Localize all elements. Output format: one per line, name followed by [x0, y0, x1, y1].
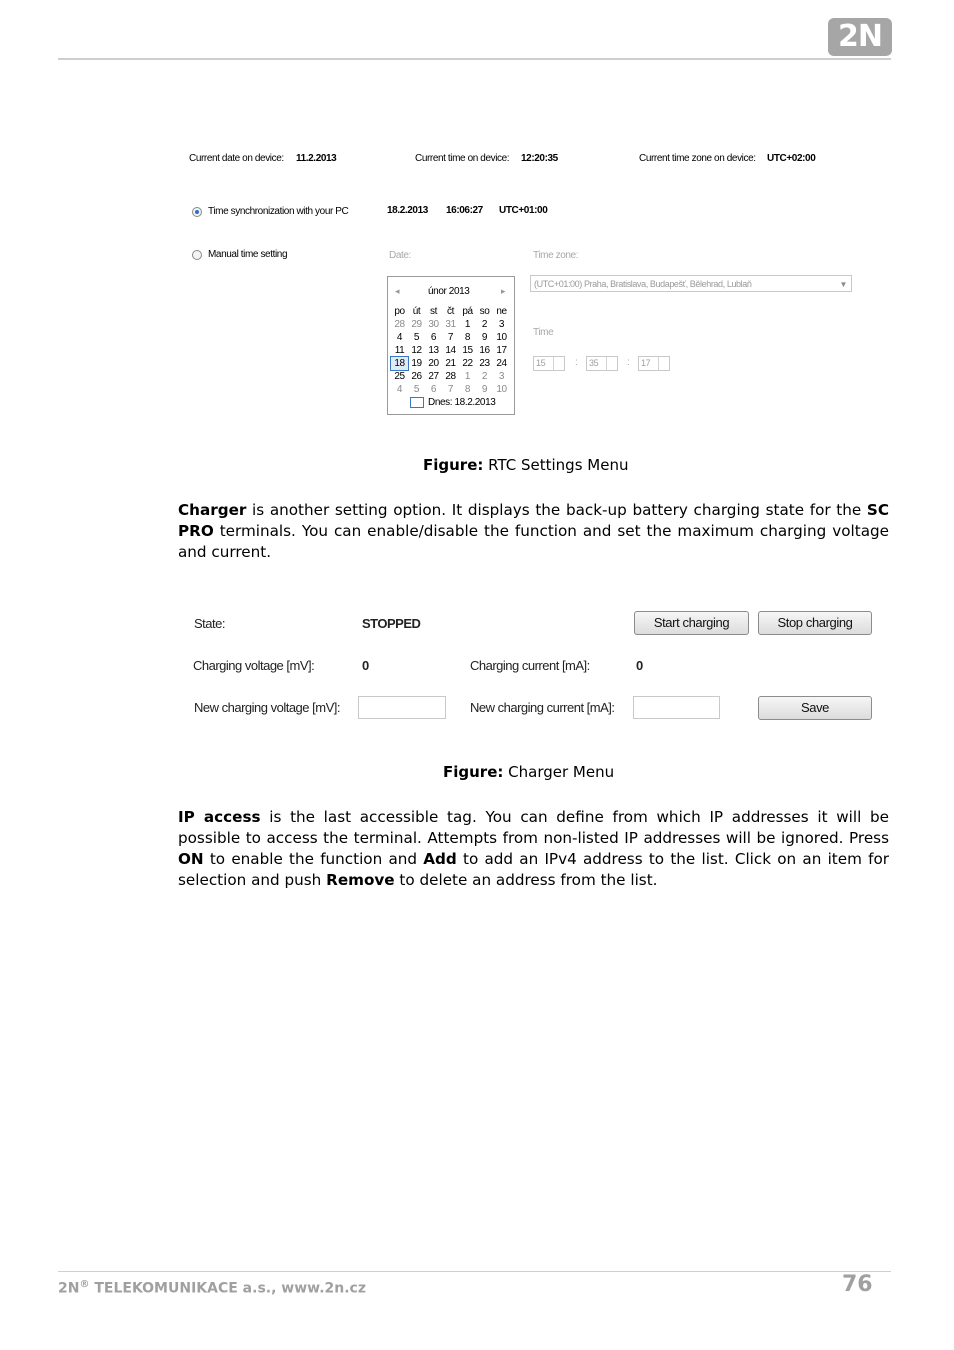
calendar-day[interactable]: 22	[462, 358, 473, 369]
hour-value: 15	[536, 358, 546, 368]
calendar-day[interactable]: 8	[464, 332, 471, 343]
calendar-day[interactable]: 1	[464, 371, 471, 382]
footer-brand: 2N	[58, 1280, 80, 1297]
bold-term: ON	[178, 850, 204, 868]
new-voltage-input[interactable]	[358, 696, 446, 719]
header-divider	[58, 58, 891, 60]
bold-term: SC PRO	[178, 501, 889, 540]
page-number: 76	[842, 1272, 873, 1297]
calendar-day[interactable]: 5	[413, 384, 420, 395]
stop-charging-button[interactable]: Stop charging	[758, 611, 872, 635]
calendar-day[interactable]: 5	[413, 332, 420, 343]
paragraph-text: is the last accessible tag. You can define from which IP addresses it will be possible to access the terminal. Attempts from non-listed IP addresses will be ignored. Press	[178, 808, 889, 847]
calendar-weekday-row	[391, 305, 511, 318]
calendar-month-title[interactable]: únor 2013	[428, 286, 470, 297]
calendar-day[interactable]: 24	[496, 358, 507, 369]
calendar-day[interactable]: 10	[496, 384, 507, 395]
hour-stepper[interactable]	[533, 356, 565, 371]
calendar-day[interactable]: 2	[481, 371, 488, 382]
pc-timezone-value: UTC+01:00	[499, 205, 548, 216]
caption-label: Figure:	[443, 763, 504, 781]
calendar-day[interactable]: 6	[430, 384, 437, 395]
timezone-label: Time zone:	[533, 250, 579, 261]
calendar-day[interactable]: 28	[394, 319, 405, 330]
paragraph-text: to add an IPv4 address to the list. Click on an item for selection and push	[178, 850, 889, 889]
manual-time-radio[interactable]	[192, 250, 202, 260]
calendar-day[interactable]: 27	[428, 371, 439, 382]
figure-caption-charger	[443, 763, 614, 781]
second-value: 17	[641, 358, 651, 368]
footer-company	[58, 1279, 366, 1297]
charging-current-value: 0	[636, 658, 643, 673]
calendar-day[interactable]: 7	[447, 384, 454, 395]
caption-text: Charger Menu	[503, 763, 615, 781]
calendar-day[interactable]: 17	[496, 345, 507, 356]
calendar-day[interactable]: 12	[411, 345, 422, 356]
state-value: STOPPED	[362, 616, 421, 631]
calendar-day[interactable]: 8	[464, 384, 471, 395]
calendar-day[interactable]: 3	[498, 371, 505, 382]
figure-caption-rtc	[423, 456, 628, 474]
charging-current-label: Charging current [mA]:	[470, 658, 590, 673]
calendar-day[interactable]: 2	[481, 319, 488, 330]
current-timezone-label: Current time zone on device:	[639, 153, 756, 164]
timezone-select-value: (UTC+01:00) Praha, Bratislava, Budapešť, Bělehrad, Lublaň	[534, 279, 752, 289]
caption-text: RTC Settings Menu	[483, 456, 629, 474]
charging-voltage-label: Charging voltage [mV]:	[193, 658, 315, 673]
minute-stepper[interactable]	[586, 356, 618, 371]
calendar-day[interactable]: 10	[496, 332, 507, 343]
bold-term: Add	[423, 850, 457, 868]
calendar-week	[391, 357, 511, 370]
calendar-day[interactable]: 25	[394, 371, 405, 382]
weekday-tue: út	[412, 306, 421, 317]
start-charging-button[interactable]: Start charging	[634, 611, 749, 635]
paragraph-text: to enable the function and	[203, 850, 424, 868]
time-separator: :	[627, 357, 630, 368]
weekday-wed: st	[430, 306, 437, 317]
ip-access-paragraph	[178, 807, 889, 891]
weekday-sun: ne	[496, 306, 507, 317]
registered-mark: ®	[79, 1279, 90, 1290]
weekday-mon: po	[394, 306, 405, 317]
calendar-day[interactable]: 3	[498, 319, 505, 330]
bold-term: IP access	[178, 808, 261, 826]
second-stepper[interactable]	[638, 356, 670, 371]
calendar-day[interactable]: 15	[462, 345, 473, 356]
timezone-select[interactable]	[530, 275, 852, 292]
calendar-day[interactable]: 6	[430, 332, 437, 343]
charger-paragraph	[178, 500, 889, 563]
calendar-day[interactable]: 30	[428, 319, 439, 330]
calendar-day[interactable]: 16	[479, 345, 490, 356]
pc-time-value: 16:06:27	[446, 205, 483, 216]
calendar-day-selected[interactable]: 18	[391, 357, 408, 370]
time-separator: :	[575, 357, 578, 368]
paragraph-text: terminals. You can enable/disable the function and set the maximum charging voltage and current.	[178, 522, 889, 561]
charging-voltage-value: 0	[362, 658, 369, 673]
calendar-day[interactable]: 9	[481, 332, 488, 343]
stepper-arrows-icon[interactable]	[658, 357, 669, 370]
calendar-today-label[interactable]: Dnes: 18.2.2013	[428, 397, 496, 408]
caption-label: Figure:	[423, 456, 484, 474]
calendar-week	[391, 344, 511, 357]
calendar-day[interactable]: 7	[447, 332, 454, 343]
weekday-thu: čt	[447, 306, 454, 317]
calendar-day[interactable]: 29	[411, 319, 422, 330]
paragraph-text: to delete an address from the list.	[394, 871, 658, 889]
sync-pc-radio[interactable]	[192, 207, 202, 217]
current-time-label: Current time on device:	[415, 153, 510, 164]
calendar-week	[391, 383, 511, 396]
calendar-day[interactable]: 19	[411, 358, 422, 369]
calendar-day[interactable]: 28	[445, 371, 456, 382]
calendar-day[interactable]: 9	[481, 384, 488, 395]
minute-value: 35	[589, 358, 599, 368]
calendar-day[interactable]: 4	[396, 384, 403, 395]
bold-term: Charger	[178, 501, 247, 519]
calendar-day[interactable]: 26	[411, 371, 422, 382]
calendar-day[interactable]: 1	[464, 319, 471, 330]
new-current-label: New charging current [mA]:	[470, 700, 615, 715]
calendar-week	[391, 331, 511, 344]
current-timezone-value: UTC+02:00	[767, 153, 816, 164]
footer-divider	[58, 1271, 891, 1272]
manual-time-label: Manual time setting	[208, 249, 288, 260]
calendar-day[interactable]: 23	[479, 358, 490, 369]
stepper-arrows-icon[interactable]	[606, 357, 617, 370]
calendar-week	[391, 370, 511, 383]
new-voltage-label: New charging voltage [mV]:	[194, 700, 340, 715]
stepper-arrows-icon[interactable]	[553, 357, 564, 370]
calendar-day[interactable]: 11	[394, 345, 405, 356]
company-logo: 2N	[828, 18, 892, 56]
weekday-fri: pá	[462, 306, 473, 317]
time-label: Time	[533, 327, 554, 338]
today-marker-icon	[410, 397, 424, 408]
paragraph-text: is another setting option. It displays the back-up battery charging state for the	[246, 501, 867, 519]
calendar-day[interactable]: 31	[445, 319, 456, 330]
footer-company-text: TELEKOMUNIKACE a.s., www.2n.cz	[89, 1280, 366, 1297]
calendar-week	[391, 318, 511, 331]
chevron-down-icon: ▼	[839, 280, 847, 289]
calendar-day[interactable]: 20	[428, 358, 439, 369]
pc-date-value: 18.2.2013	[387, 205, 428, 216]
calendar-day[interactable]: 14	[445, 345, 456, 356]
calendar-day[interactable]: 13	[428, 345, 439, 356]
state-label: State:	[194, 616, 225, 631]
calendar-day[interactable]: 21	[445, 358, 456, 369]
date-label: Date:	[389, 250, 411, 261]
calendar-prev-icon[interactable]: ◂	[395, 286, 400, 296]
save-button[interactable]: Save	[758, 696, 872, 720]
weekday-sat: so	[479, 306, 490, 317]
sync-pc-label: Time synchronization with your PC	[208, 206, 349, 217]
bold-term: Remove	[326, 871, 395, 889]
current-time-value: 12:20:35	[521, 153, 558, 164]
calendar-day[interactable]: 4	[396, 332, 403, 343]
calendar-next-icon[interactable]: ▸	[501, 286, 506, 296]
calendar-grid	[391, 305, 511, 396]
current-date-label: Current date on device:	[189, 153, 284, 164]
new-current-input[interactable]	[633, 696, 720, 719]
current-date-value: 11.2.2013	[296, 153, 337, 164]
